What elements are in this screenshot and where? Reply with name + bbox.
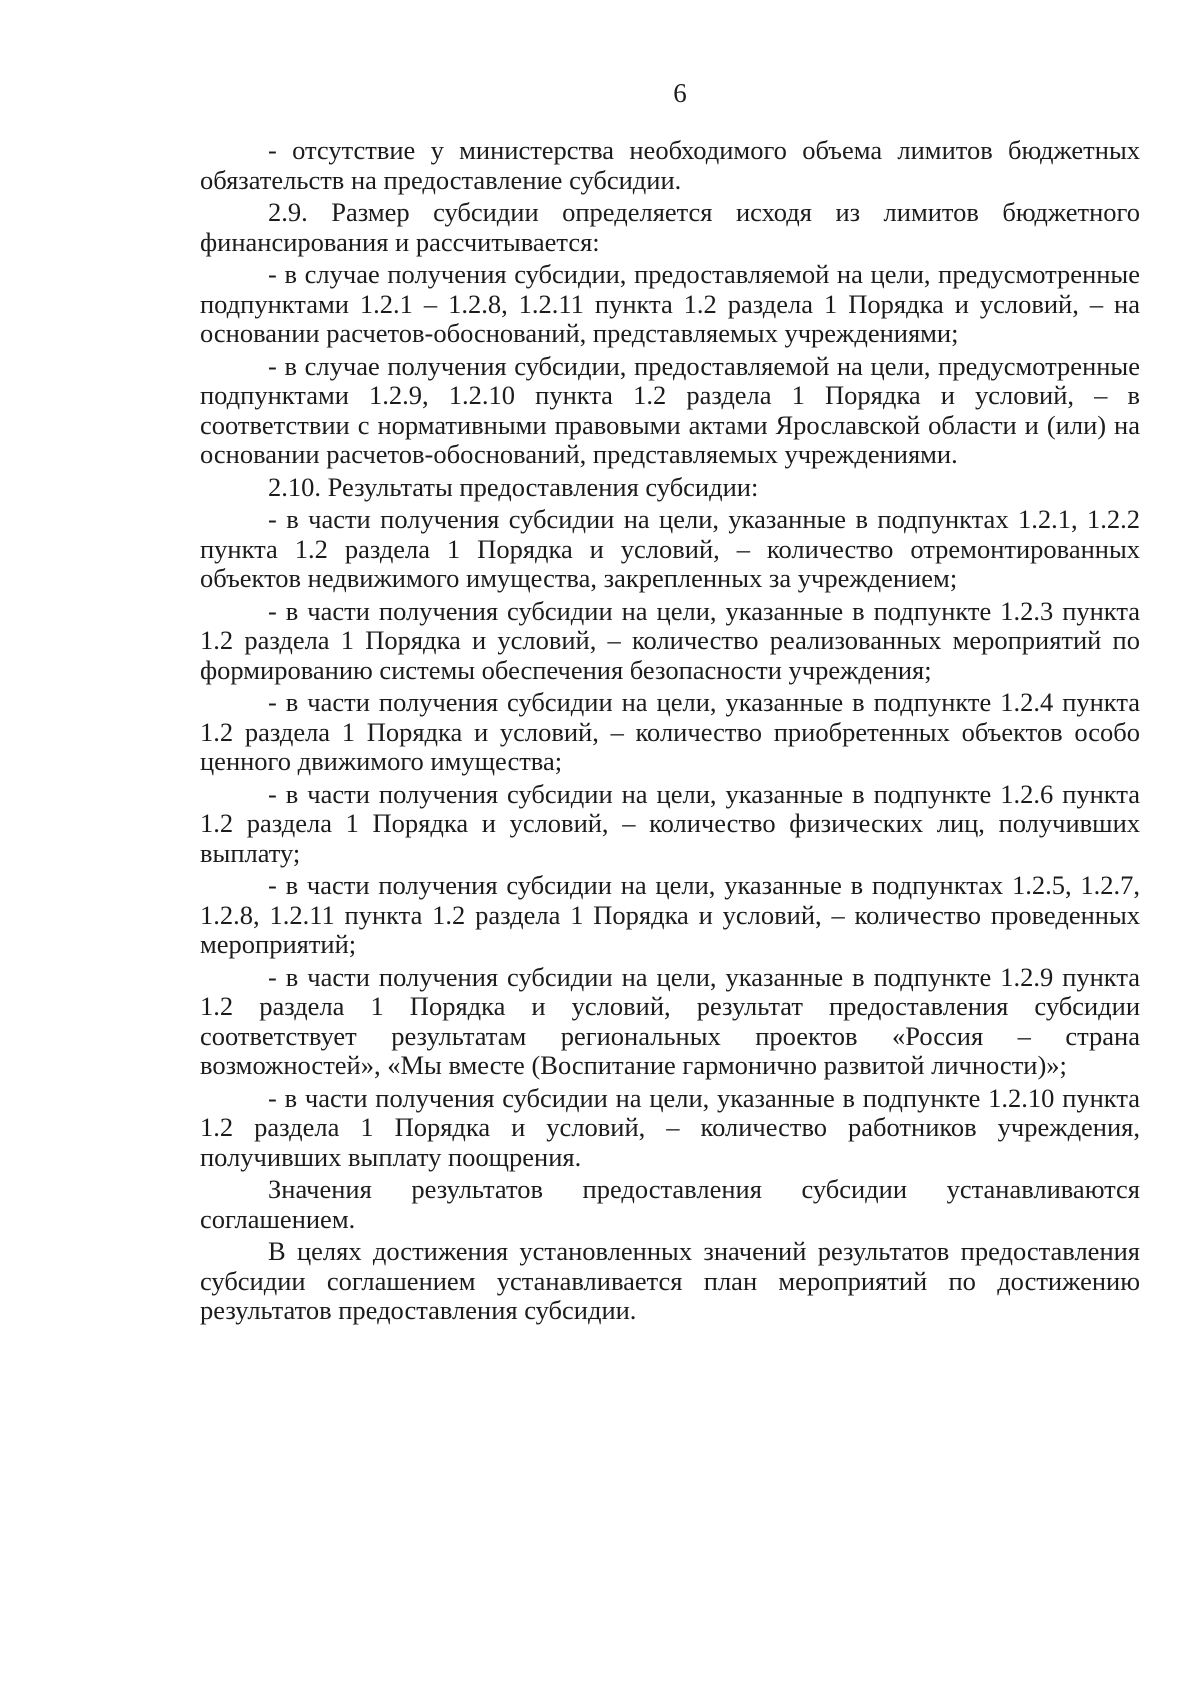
paragraph-budget-limits: - отсутствие у министерства необходимого объема лимитов бюджетных обязательств на предоставление субсидии. xyxy=(200,135,1140,195)
paragraph-result-1-2-1: - в части получения субсидии на цели, указанные в подпунктах 1.2.1, 1.2.2 пункта 1.2 раздела 1 Порядка и условий, – количество отремонтированных объектов недвижимого имущества, закрепленных за учреждением; xyxy=(200,504,1140,593)
paragraph-2-10-heading: 2.10. Результаты предоставления субсидии: xyxy=(268,471,759,502)
document-body xyxy=(200,136,1140,1329)
paragraph-action-plan: В целях достижения установленных значений результатов предоставления субсидии соглашением устанавливается план мероприятий по достижению результатов предоставления субсидии. xyxy=(200,1236,1140,1325)
paragraph-result-values: Значения результатов предоставления субсидии устанавливаются соглашением. xyxy=(200,1174,1140,1234)
paragraph-result-1-2-10: - в части получения субсидии на цели, указанные в подпункте 1.2.10 пункта 1.2 раздела 1 Порядка и условий, – количество работников учреждения, получивших выплату поощрения. xyxy=(200,1082,1140,1172)
paragraph-result-1-2-9: - в части получения субсидии на цели, указанные в подпункте 1.2.9 пункта 1.2 раздела 1 Порядка и условий, результат предоставления субсидии соответствует результатам региональных проектов «Россия – страна возможностей», «Мы вместе (Воспитание гармонично развитой личности)»; xyxy=(200,961,1140,1080)
paragraph-result-1-2-4: - в части получения субсидии на цели, указанные в подпункте 1.2.4 пункта 1.2 раздела 1 Порядка и условий, – количество приобретенных объектов особо ценного движимого имущества; xyxy=(200,687,1140,776)
paragraph-2-9-case-1: - в случае получения субсидии, предоставляемой на цели, предусмотренные подпунктами 1.2.1 – 1.2.8, 1.2.11 пункта 1.2 раздела 1 Порядка и условий, – на основании расчетов-обоснований, представляемых учреждениями; xyxy=(200,259,1140,348)
paragraph-result-1-2-5: - в части получения субсидии на цели, указанные в подпунктах 1.2.5, 1.2.7, 1.2.8, 1.2.11 пункта 1.2 раздела 1 Порядка и условий, – количество проведенных мероприятий; xyxy=(200,870,1140,959)
paragraph-result-1-2-3: - в части получения субсидии на цели, указанные в подпункте 1.2.3 пункта 1.2 раздела 1 Порядка и условий, – количество реализованных мероприятий по формированию системы обеспечения безопасности учреждения; xyxy=(200,595,1140,685)
paragraph-result-1-2-6: - в части получения субсидии на цели, указанные в подпункте 1.2.6 пункта 1.2 раздела 1 Порядка и условий, – количество физических лиц, получивших выплату; xyxy=(200,778,1140,868)
paragraph-2-9-case-2: - в случае получения субсидии, предоставляемой на цели, предусмотренные подпунктами 1.2.9, 1.2.10 пункта 1.2 раздела 1 Порядка и условий, – в соответствии с нормативными правовыми актами Ярославской области и (или) на основании расчетов-обоснований, представляемых учреждениями. xyxy=(200,350,1140,469)
page-number: 6 xyxy=(673,78,687,108)
paragraph-2-9-heading: 2.9. Размер субсидии определяется исходя из лимитов бюджетного финансирования и рассчитывается: xyxy=(200,197,1140,257)
